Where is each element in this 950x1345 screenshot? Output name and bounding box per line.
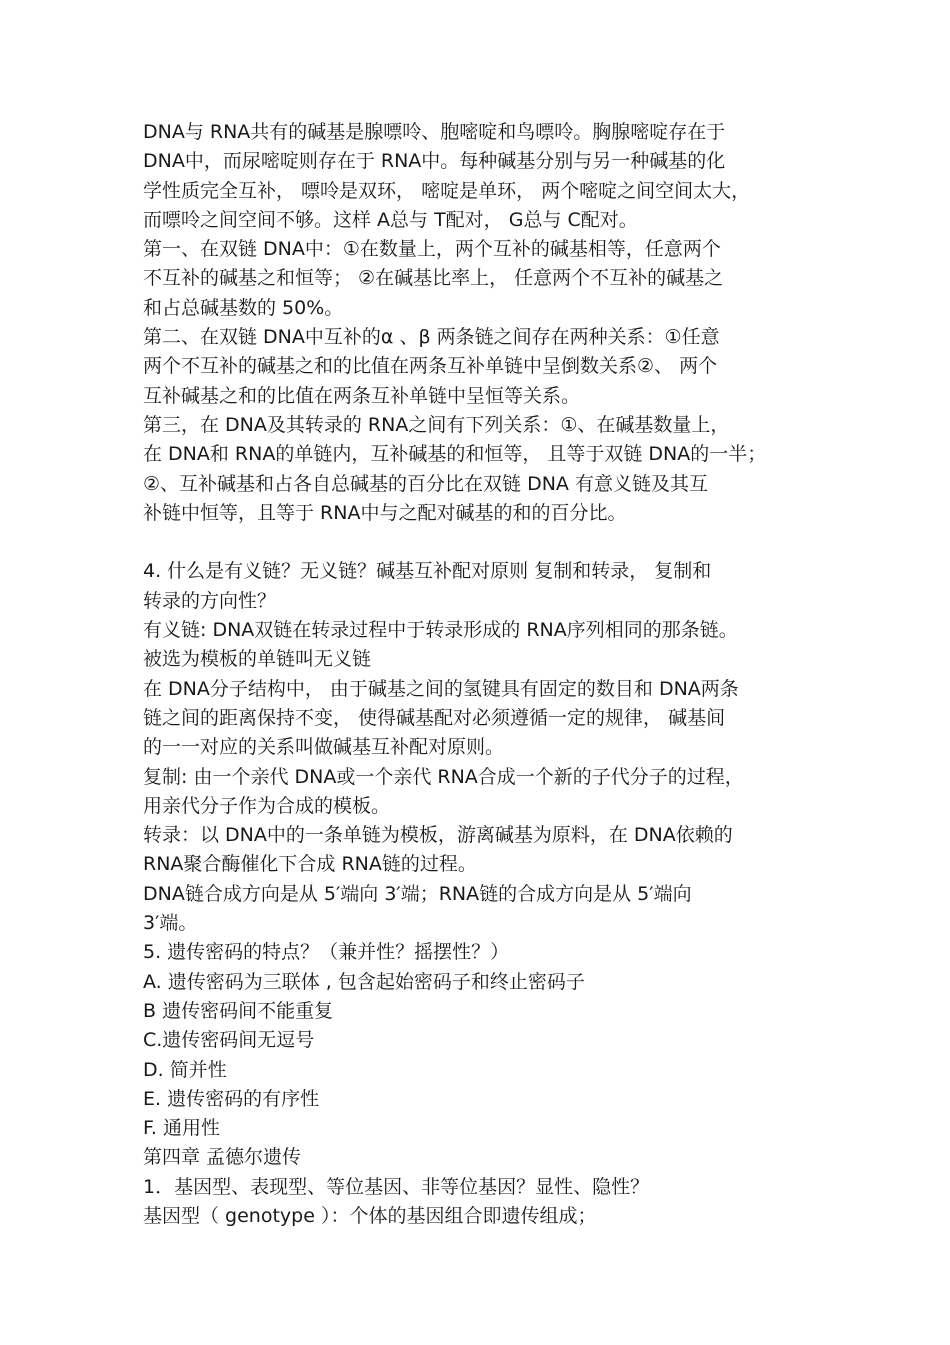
text-line: 用亲代分子作为合成的模板。 — [143, 794, 391, 817]
text-line: 基因型（ genotype ）：个体的基因组合即遗传组成； — [143, 1204, 597, 1227]
paragraph-base-pairing — [143, 118, 808, 528]
text-line: 在 DNA分子结构中， 由于碱基之间的氢键具有固定的数目和 DNA两条 — [143, 677, 739, 700]
list-item: F. 通用性 — [143, 1117, 220, 1140]
question-heading: 1．基因型、表现型、等位基因、非等位基因？显性、隐性？ — [143, 1175, 650, 1198]
text-line: 复制: 由一个亲代 DNA或一个亲代 RNA合成一个新的子代分子的过程， — [143, 765, 744, 788]
text-line: RNA聚合酶催化下合成 RNA链的过程。 — [143, 853, 477, 876]
text-line: 3′端。 — [143, 912, 198, 935]
list-item: E. 遗传密码的有序性 — [143, 1087, 320, 1110]
text-line: 被选为模板的单链叫无义链 — [143, 648, 372, 671]
text-line: 有义链: DNA双链在转录过程中于转录形成的 RNA序列相同的那条链。 — [143, 619, 738, 642]
paragraph-questions — [143, 557, 808, 1231]
text-line: DNA链合成方向是从 5′端向 3′端；RNA链的合成方向是从 5′端向 — [143, 882, 692, 905]
list-item: D. 简并性 — [143, 1058, 227, 1081]
text-line: 两个不互补的碱基之和的比值在两条互补单链中呈倒数关系②、 两个 — [143, 355, 718, 378]
list-item: C.遗传密码间无逗号 — [143, 1029, 315, 1052]
text-line: 而嘌呤之间空间不够。这样 A总与 T配对， G总与 C配对。 — [143, 208, 638, 231]
text-line: 学性质完全互补， 嘌呤是双环， 嘧啶是单环， 两个嘧啶之间空间太大， — [143, 179, 751, 202]
list-item: B 遗传密码间不能重复 — [143, 999, 334, 1022]
text-line: 转录：以 DNA中的一条单链为模板，游离碱基为原料，在 DNA依赖的 — [143, 824, 733, 847]
text-line: 互补碱基之和的比值在两条互补单链中呈恒等关系。 — [143, 384, 581, 407]
text-line: DNA中，而尿嘧啶则存在于 RNA中。每种碱基分别与另一种碱基的化 — [143, 150, 726, 173]
question-heading: 5. 遗传密码的特点？（兼并性？摇摆性？） — [143, 941, 510, 964]
text-line: 第三，在 DNA及其转录的 RNA之间有下列关系：①、在碱基数量上， — [143, 413, 730, 436]
text-line: ②、互补碱基和占各自总碱基的百分比在双链 DNA 有意义链及其互 — [143, 472, 708, 495]
text-line: 链之间的距离保持不变， 使得碱基配对必须遵循一定的规律， 碱基间 — [143, 706, 726, 729]
blank-line — [143, 528, 808, 557]
text-line: 转录的方向性？ — [143, 589, 277, 612]
text-line: 第二、在双链 DNA中互补的α 、β 两条链之间存在两种关系：①任意 — [143, 326, 720, 349]
text-line: 第一、在双链 DNA中：①在数量上，两个互补的碱基相等，任意两个 — [143, 238, 721, 261]
text-line: 不互补的碱基之和恒等； ②在碱基比率上， 任意两个不互补的碱基之 — [143, 267, 724, 290]
list-item: A. 遗传密码为三联体 , 包含起始密码子和终止密码子 — [143, 970, 585, 993]
text-line: 补链中恒等，且等于 RNA中与之配对碱基的和的百分比。 — [143, 501, 627, 524]
text-line: 在 DNA和 RNA的单链内，互补碱基的和恒等， 且等于双链 DNA的一半； — [143, 443, 767, 466]
document-page — [143, 118, 808, 1231]
text-line: DNA与 RNA共有的碱基是腺嘌呤、胞嘧啶和鸟嘌呤。胸腺嘧啶存在于 — [143, 121, 726, 143]
question-heading: 4. 什么是有义链？无义链？碱基互补配对原则 复制和转录， 复制和 — [143, 560, 712, 583]
chapter-heading: 第四章 孟德尔遗传 — [143, 1146, 302, 1169]
text-line: 和占总碱基数的 50%。 — [143, 296, 344, 319]
text-line: 的一一对应的关系叫做碱基互补配对原则。 — [143, 736, 505, 759]
